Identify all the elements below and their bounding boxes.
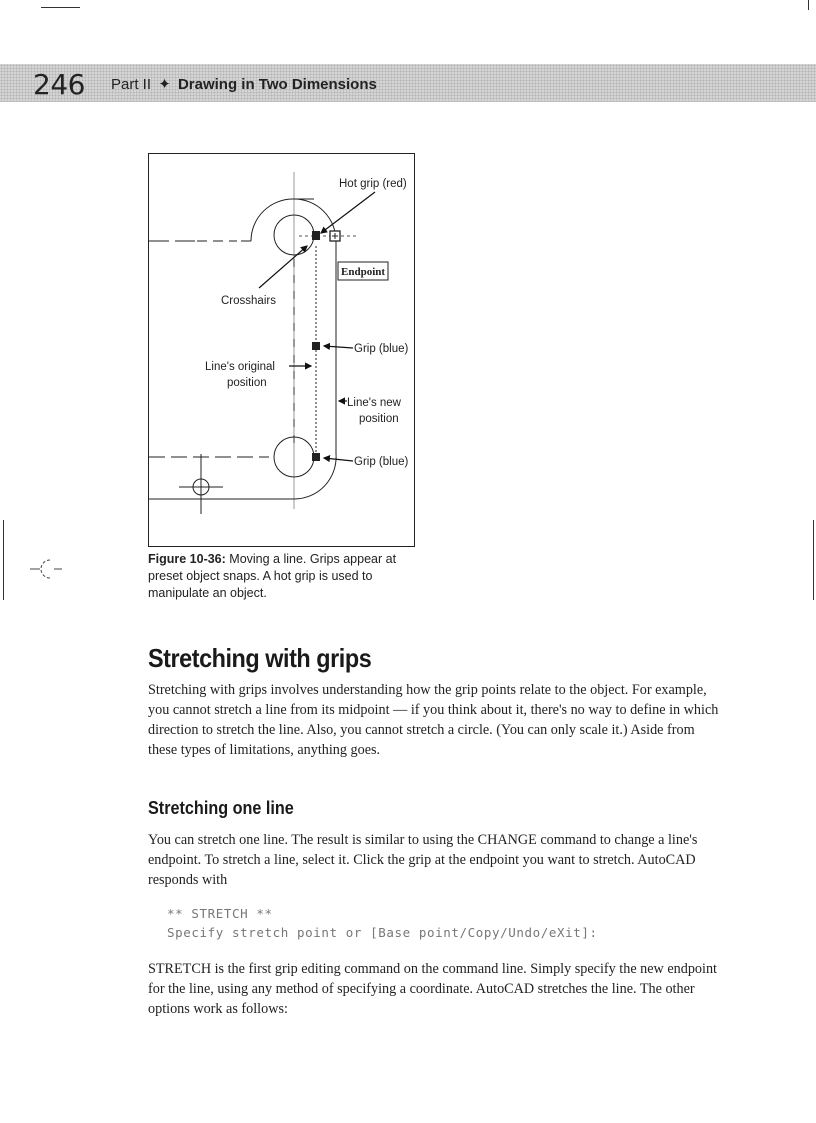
original-position-label-2: position [227, 377, 267, 389]
subsection-title: Stretching one line [148, 798, 294, 818]
figure-caption [148, 551, 423, 602]
crop-mark-right [813, 520, 814, 600]
grip-blue-top-label: Grip (blue) [354, 343, 409, 355]
bottom-arc [149, 454, 336, 499]
figure-number: Figure 10-36: [148, 552, 226, 566]
new-position-label-2: position [359, 413, 399, 425]
section-paragraph-1: Stretching with grips involves understanding how the grip points relate to the object. For example, you cannot stretch a line from its midpoint — if you think about it, there's no way to define in which direction to stretch the line. Also, you cannot stretch a circle. (You can only scale it.) Aside from these types of limitations, anything goes. [148, 682, 719, 758]
hot-grip-label: Hot grip (red) [339, 178, 407, 190]
grip-blue-bottom-label: Grip (blue) [354, 456, 409, 468]
chapter-title: Drawing in Two Dimensions [177, 76, 377, 93]
separator-diamond-icon: ✦ [158, 76, 171, 93]
code-line-2: Specify stretch point or [Base point/Copy/Undo/eXit]: [167, 925, 598, 940]
figure-caption-text: Moving a line. Grips appear at preset object snaps. A hot grip is used to manipulate an object. [148, 552, 397, 600]
page-number: 246 [33, 68, 85, 101]
grip-blue-top [312, 342, 320, 350]
figure-10-36 [148, 153, 415, 547]
original-position-label-1: Line's original [205, 361, 275, 373]
grip-blue-bottom [312, 453, 320, 461]
top-arc [251, 199, 314, 241]
crop-mark-top [41, 7, 80, 8]
hot-grip [312, 231, 320, 240]
margin-symbol-icon [30, 552, 70, 582]
crosshairs-label: Crosshairs [221, 295, 276, 307]
endpoint-label: Endpoint [341, 266, 386, 278]
section-title: Stretching with grips [148, 643, 372, 673]
part-label: Part II [111, 76, 152, 93]
subsection-paragraph-2: STRETCH is the first grip editing command on the command line. Simply specify the new endpoint for the line, using any method of specifying a coordinate. AutoCAD stretches the line. The other options work as follows: [148, 961, 717, 1017]
new-position-label-1: Line's new [347, 397, 401, 409]
figure-drawing [149, 154, 414, 546]
running-head [111, 75, 377, 93]
crop-mark-left [3, 520, 4, 600]
subsection-paragraph-1: You can stretch one line. The result is similar to using the CHANGE command to change a line's endpoint. To stretch a line, select it. Click the grip at the endpoint you want to stretch. AutoCAD responds with [148, 832, 698, 888]
code-line-1: ** STRETCH ** [167, 906, 273, 921]
crop-mark-top-right [808, 0, 809, 10]
